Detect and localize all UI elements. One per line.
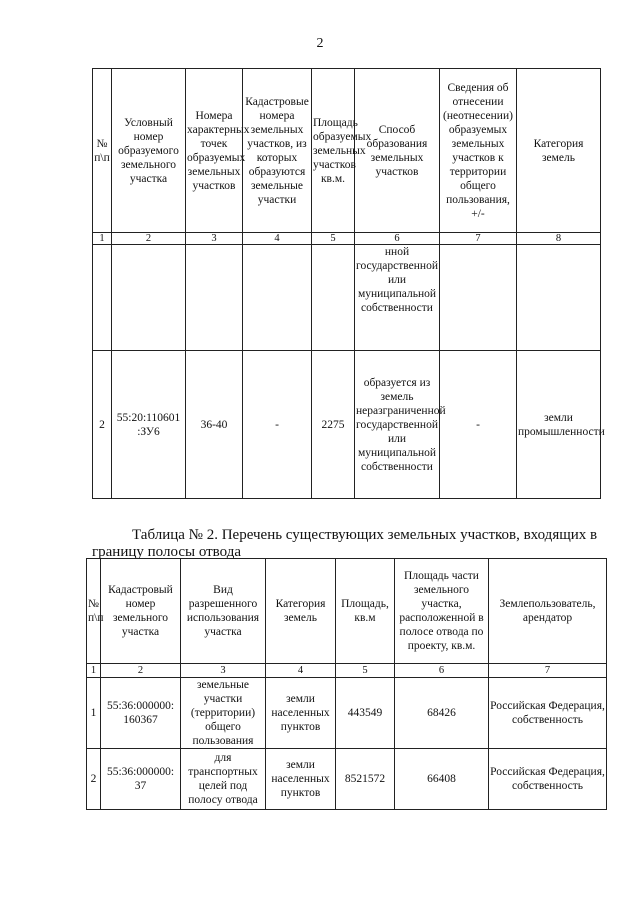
table-cell: Российская Федерация, собственность — [489, 678, 607, 749]
column-number: 5 — [312, 233, 355, 245]
column-number: 8 — [517, 233, 601, 245]
table-formed-land-plots — [92, 68, 605, 499]
table-cell — [112, 245, 186, 351]
table-header-row — [93, 69, 601, 233]
header-cell: Площадь части земельного участка, расположенной в полосе отвода по проекту, кв.м. — [395, 559, 489, 664]
header-cell: Номера характерных точек образуемых земельных участков — [186, 69, 243, 233]
table-cell: 8521572 — [336, 749, 395, 810]
table-cell: земли населенных пунктов — [266, 749, 336, 810]
column-number: 2 — [101, 664, 181, 678]
header-cell: № п\п — [93, 69, 112, 233]
table-cell — [186, 245, 243, 351]
column-number-row — [87, 664, 607, 678]
table-cell: 68426 — [395, 678, 489, 749]
column-number: 3 — [181, 664, 266, 678]
column-number: 3 — [186, 233, 243, 245]
table2-caption: Таблица № 2. Перечень существующих земельных участков, входящих в границу полосы отвода — [92, 527, 598, 560]
table-cell: для транспортных целей под полосу отвода — [181, 749, 266, 810]
table-cell: 1 — [87, 678, 101, 749]
table-cell: 55:36:000000: 160367 — [101, 678, 181, 749]
table-existing-land-plots — [86, 558, 607, 810]
column-number: 4 — [243, 233, 312, 245]
table-cell: земли населенных пунктов — [266, 678, 336, 749]
table-header-row — [87, 559, 607, 664]
table-cell: земельные участки (территории) общего пользования — [181, 678, 266, 749]
table-cell: 2275 — [312, 351, 355, 499]
table-cell — [312, 245, 355, 351]
table-cell: - — [243, 351, 312, 499]
table-cell: 55:20:110601 :ЗУ6 — [112, 351, 186, 499]
table-cell: 66408 — [395, 749, 489, 810]
table-row — [93, 351, 601, 499]
table-cell: образуется из земель неразграниченной государственной или муниципальной собственности — [355, 351, 440, 499]
header-cell: Землепользователь, арендатор — [489, 559, 607, 664]
table-cell — [243, 245, 312, 351]
column-number: 1 — [87, 664, 101, 678]
header-cell: Условный номер образуемого земельного участка — [112, 69, 186, 233]
table-cell: 55:36:000000: 37 — [101, 749, 181, 810]
column-number: 6 — [395, 664, 489, 678]
table-cell: земли промышленности — [517, 351, 601, 499]
header-cell: Кадастровый номер земельного участка — [101, 559, 181, 664]
table-cell — [440, 245, 517, 351]
table-row — [87, 678, 607, 749]
column-number: 4 — [266, 664, 336, 678]
table-row — [93, 245, 601, 351]
column-number: 1 — [93, 233, 112, 245]
header-cell: Категория земель — [266, 559, 336, 664]
header-cell: № п\п — [87, 559, 101, 664]
header-cell: Способ образования земельных участков — [355, 69, 440, 233]
table-cell — [517, 245, 601, 351]
header-cell: Кадастровые номера земельных участков, из которых образуются земельные участки — [243, 69, 312, 233]
header-cell: Площадь, кв.м — [336, 559, 395, 664]
header-cell: Площадь образуемых земельных участков кв.м. — [312, 69, 355, 233]
header-cell: Сведения об отнесении (неотнесении) образуемых земельных участков к территории общего пользования, +/- — [440, 69, 517, 233]
table-cell: - — [440, 351, 517, 499]
table-cell: 36-40 — [186, 351, 243, 499]
header-cell: Вид разрешенного использования участка — [181, 559, 266, 664]
column-number: 5 — [336, 664, 395, 678]
table-row — [87, 749, 607, 810]
column-number: 2 — [112, 233, 186, 245]
table-cell: 2 — [87, 749, 101, 810]
column-number: 7 — [489, 664, 607, 678]
column-number-row — [93, 233, 601, 245]
table-cell: Российская Федерация, собственность — [489, 749, 607, 810]
table-cell — [93, 245, 112, 351]
table-cell: 443549 — [336, 678, 395, 749]
column-number: 7 — [440, 233, 517, 245]
table-cell: нной государственной или муниципальной собственности — [355, 245, 440, 351]
column-number: 6 — [355, 233, 440, 245]
header-cell: Категория земель — [517, 69, 601, 233]
page-number: 2 — [316, 36, 324, 51]
table-cell: 2 — [93, 351, 112, 499]
